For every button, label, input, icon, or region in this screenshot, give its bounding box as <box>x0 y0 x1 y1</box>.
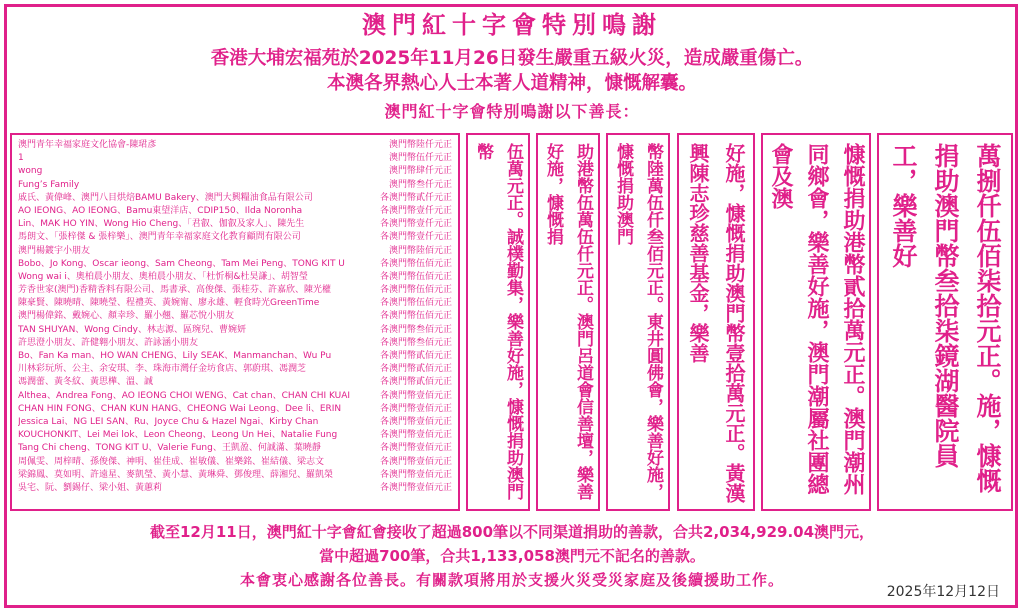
donor-row <box>18 152 452 165</box>
donor-amount: 各澳門幣伍佰元正 <box>379 298 452 309</box>
donor-name: Wong wai i、奧柏晨小朋友、奧柏晨小朋友、「杜忻桐&杜昊謙」、胡智瑩 <box>18 271 308 282</box>
donor-amount: 各澳門幣貳佰元正 <box>379 364 452 375</box>
donor-row <box>18 337 452 350</box>
donor-row <box>18 231 452 244</box>
footer-summary-line-1: 截至12月11日，澳門紅十字會紅會接收了超過800筆以不同渠道捐助的善款，合共2,034,929.04澳門元， <box>149 523 875 541</box>
donor-name: Bobo、Jo Kong、Oscar ieong、Sam Cheong、Tam Mei Peng、TONG KIT U <box>18 258 345 269</box>
notice-date: 2025年12月12日 <box>886 584 1000 600</box>
donor-column-3 <box>606 133 670 511</box>
donor-name: KOUCHONKIT、Lei Mei lok、Leon Cheong、Leong Un Hei、Natalie Fung <box>18 430 338 441</box>
donor-amount: 各澳門幣壹佰元正 <box>379 390 452 401</box>
donor-name: 吳宅、阮、劉錫仔、梁小姐、黃蕙莉 <box>18 482 163 493</box>
donor-column-3-text: 幣陸萬伍仟叁佰元正。東井圓佛會，樂善好施，慷慨捐助澳門 <box>613 143 663 500</box>
donor-name: 馬朗文、「張梓傑 & 張梓樂」、澳門青年幸福家庭文化教育顧問有限公司 <box>18 232 301 243</box>
page-title: 澳門紅十字會特別鳴謝 <box>362 11 662 39</box>
donor-row <box>18 390 452 403</box>
donor-name: 川林彩玩所、公主、余安琪、李、珠海市灣仔金坊食店、郭蔚琪、馮潤芝 <box>18 364 307 375</box>
intro-line-1: 香港大埔宏福苑於2025年11月26日發生嚴重五級火災，造成嚴重傷亡。 <box>210 48 814 69</box>
donor-row <box>18 442 452 455</box>
donor-amount: 各澳門幣壹仟元正 <box>379 219 452 230</box>
donor-column-2-text: 助港幣伍萬伍仟元正。澳門呂道會信善壇，樂善好施，慷慨捐 <box>543 143 593 500</box>
donor-amount: 澳門幣伍仟元正 <box>388 153 452 164</box>
donor-amount: 各澳門幣伍佰元正 <box>379 311 452 322</box>
intro-line-2: 本澳各界熱心人士本著人道精神，慷慨解囊。 <box>326 73 697 94</box>
donor-row <box>18 297 452 310</box>
footer-summary-line-2: 當中超過700筆，合共1,133,058澳門元不記名的善款。 <box>319 547 705 565</box>
donor-column-6 <box>877 133 1013 511</box>
donor-amount: 各澳門幣叁佰元正 <box>379 324 452 335</box>
donor-name: Tang Chi cheng、TONG KIT U、Valerie Fung、王凱盈、何誠滿、葉曉靜 <box>18 443 321 454</box>
donor-row <box>18 376 452 389</box>
donor-row <box>18 218 452 231</box>
donor-column-2 <box>536 133 600 511</box>
donor-amount: 各澳門幣貳佰元正 <box>379 377 452 388</box>
donor-row <box>18 271 452 284</box>
donor-amount: 各澳門幣伍佰元正 <box>379 258 452 269</box>
donor-name: 梁錦鳳、莫如明、許遠星、麥凱瑩、黃小慧、黃琳舜、鄧俊理、薛湘兒、羅凱榮 <box>18 469 334 480</box>
donor-amount: 各澳門幣伍佰元正 <box>379 285 452 296</box>
donor-name: CHAN HIN FONG、CHAN KUN HANG、CHEONG Wai Leong、Dee li、ERIN <box>18 403 342 414</box>
donor-name: Lin、MAK HO YIN、Wong Hio Cheng、「君叡、伽叡及家人」、陳先生 <box>18 219 305 230</box>
donor-amount: 各澳門幣壹佰元正 <box>379 482 452 493</box>
donor-row <box>18 456 452 469</box>
donor-name: 1 <box>18 153 24 164</box>
donor-row <box>18 324 452 337</box>
donor-amount: 各澳門幣壹仟元正 <box>379 232 452 243</box>
donor-column-6-text: 萬捌仟伍佰柒拾元正。施，慷慨捐助澳門幣叁拾柒鏡湖醫院員工，樂善好 <box>889 143 1002 493</box>
donor-row <box>18 350 452 363</box>
donor-amount: 各澳門幣伍佰元正 <box>379 271 452 282</box>
donor-row <box>18 205 452 218</box>
donor-name: wong <box>18 166 43 177</box>
donor-name: Fung’s Family <box>18 179 80 190</box>
intro-text <box>0 46 1024 96</box>
donor-row <box>18 258 452 271</box>
donor-row <box>18 165 452 178</box>
donor-row <box>18 245 452 258</box>
donor-column-1 <box>466 133 530 511</box>
donor-row <box>18 403 452 416</box>
donor-amount: 澳門幣陸佰元正 <box>388 245 452 256</box>
donor-amount: 各澳門幣壹佰元正 <box>379 443 452 454</box>
donor-name: 陳豪賢、陳曉晴、陳曉瑩、程禮英、黃婉甯、廖永雄、輕食時光GreenTime <box>18 298 320 309</box>
donor-column-5 <box>761 133 871 511</box>
donor-name: 澳門青年幸福家庭文化協會-陳珺彥 <box>18 140 157 150</box>
donor-amount: 各澳門幣壹佰元正 <box>379 430 452 441</box>
donor-name: 周佩雯、周梓晴、孫俊傑、神明、崔佳成、崔敏儀、崔樂銘、崔結儀、梁志文 <box>18 456 325 467</box>
donor-column-1-text: 伍萬元正。誠樸勤集，樂善好施，慷慨捐助澳門幣 <box>473 143 523 500</box>
donor-name: Althea、Andrea Fong、AO IEONG CHOI WENG、Cat chan、CHAN CHI KUAI <box>18 390 351 401</box>
donor-amount: 澳門幣肆仟元正 <box>388 166 452 177</box>
donor-name: AO IEONG、AO IEONG、Bamu東望洋店、CDIP150、Ilda Noronha <box>18 205 303 216</box>
donor-row <box>18 179 452 192</box>
donor-amount: 各澳門幣壹佰元正 <box>379 416 452 427</box>
donor-row <box>18 310 452 323</box>
donor-row <box>18 416 452 429</box>
donor-name: Jessica Lai、NG LEI SAN、Ru、Joyce Chu & Hazel Ngai、Kirby Chan <box>18 416 319 427</box>
donor-row <box>18 139 452 152</box>
donor-column-4-text: 好施，慷慨捐助澳門幣壹拾萬元正。黃漢興陳志珍慈善基金，樂善 <box>686 143 746 503</box>
donor-amount: 澳門幣叁仟元正 <box>388 179 452 190</box>
donor-column-4 <box>677 133 755 511</box>
footer-thanks-line: 本會衷心感謝各位善長。有關款項將用於支援火災受災家庭及後續援助工作。 <box>239 571 784 589</box>
donor-name: 馮潤蕾、黃冬紋、黃思樺、溫、誠 <box>18 377 154 388</box>
donor-amount: 澳門幣陸仟元正 <box>388 140 452 150</box>
donor-row <box>18 429 452 442</box>
thanks-heading: 澳門紅十字會特別鳴謝以下善長： <box>384 102 640 121</box>
donor-amount: 各澳門幣壹佰元正 <box>379 456 452 467</box>
donor-column-5-text: 慷慨捐助港幣貳拾萬元正。澳門潮州同鄉會，樂善好施，澳門潮屬社團總會及澳 <box>768 143 865 495</box>
donor-name: Bo、Fan Ka man、HO WAN CHENG、Lily SEAK、Manmanchan、Wu Pu <box>18 351 332 361</box>
donor-amount: 各澳門幣叁佰元正 <box>379 337 452 348</box>
donor-row <box>18 469 452 482</box>
donor-name: 澳門楊鍍宇小朋友 <box>18 245 91 256</box>
donor-amount: 各澳門幣壹佰元正 <box>379 469 452 480</box>
donor-amount: 各澳門幣貳佰元正 <box>379 351 452 361</box>
donor-name: 許思澄小朋友、許健翱小朋友、許詠涵小朋友 <box>18 337 199 348</box>
donor-amount: 各澳門幣壹仟元正 <box>379 205 452 216</box>
donor-row <box>18 482 452 495</box>
donor-row <box>18 284 452 297</box>
donor-row <box>18 363 452 376</box>
donor-name: TAN SHUYAN、Wong Cindy、林志源、區琬兒、曹婉妍 <box>18 324 246 335</box>
donor-name: 戚氏、黃偉峰、澳門八目烘焙BAMU Bakery、澳門大興糧油食品有限公司 <box>18 192 313 203</box>
donor-name: 澳門楊偉銘、戴婉心、顏幸珍、羅小翹、羅芯悅小朋友 <box>18 311 235 322</box>
donor-list <box>10 133 460 511</box>
donor-name: 芳香世家(澳門)香精香料有限公司、馬書承、高俊傑、張桂芬、許嘉欣、陳光權 <box>18 285 332 296</box>
donor-row <box>18 192 452 205</box>
donor-amount: 各澳門幣貳仟元正 <box>379 192 452 203</box>
donor-amount: 各澳門幣壹佰元正 <box>379 403 452 414</box>
